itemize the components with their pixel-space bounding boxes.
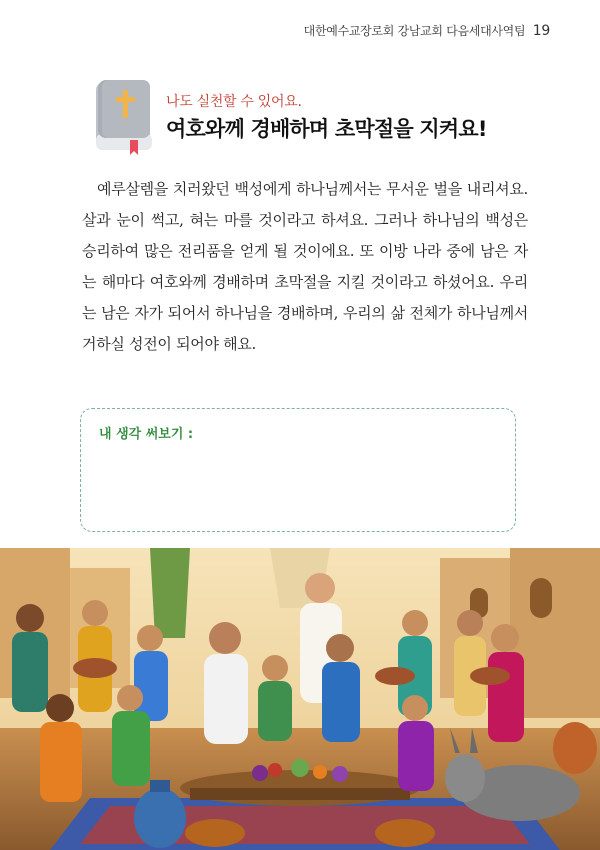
note-label: 내 생각 써보기 :: [99, 427, 194, 442]
bible-cross-icon: [92, 76, 156, 156]
feast-of-tabernacles-illustration: [0, 548, 600, 850]
section-title: 여호와께 경배하며 초막절을 지켜요!: [166, 117, 487, 141]
section-subtitle: 나도 실천할 수 있어요.: [166, 94, 302, 110]
body-paragraph: 예루살렘을 치러왔던 백성에게 하나님께서는 무서운 벌을 내리셔요. 살과 눈이 썩고, 혀는 마를 것이라고 하셔요. 그러나 하나님의 백성은 승리하여 많은 전리품을 얻게 될 것이에요. 또 이방 나라 중에 남은 자는 해마다 여호와께 경배하며 초막절을 지킬 것이라고 하셨어요. 우리는 남은 자가 되어서 하나님을 경배하며, 우리의 삶 전체가 하나님께서 거하실 성전이 되어야 해요.: [82, 180, 528, 353]
page-number: 19: [532, 23, 550, 39]
page-header: [304, 22, 550, 39]
note-box[interactable]: [80, 408, 516, 532]
header-text: 대한예수교장로회 강남교회 다음세대사역팀: [303, 24, 526, 38]
